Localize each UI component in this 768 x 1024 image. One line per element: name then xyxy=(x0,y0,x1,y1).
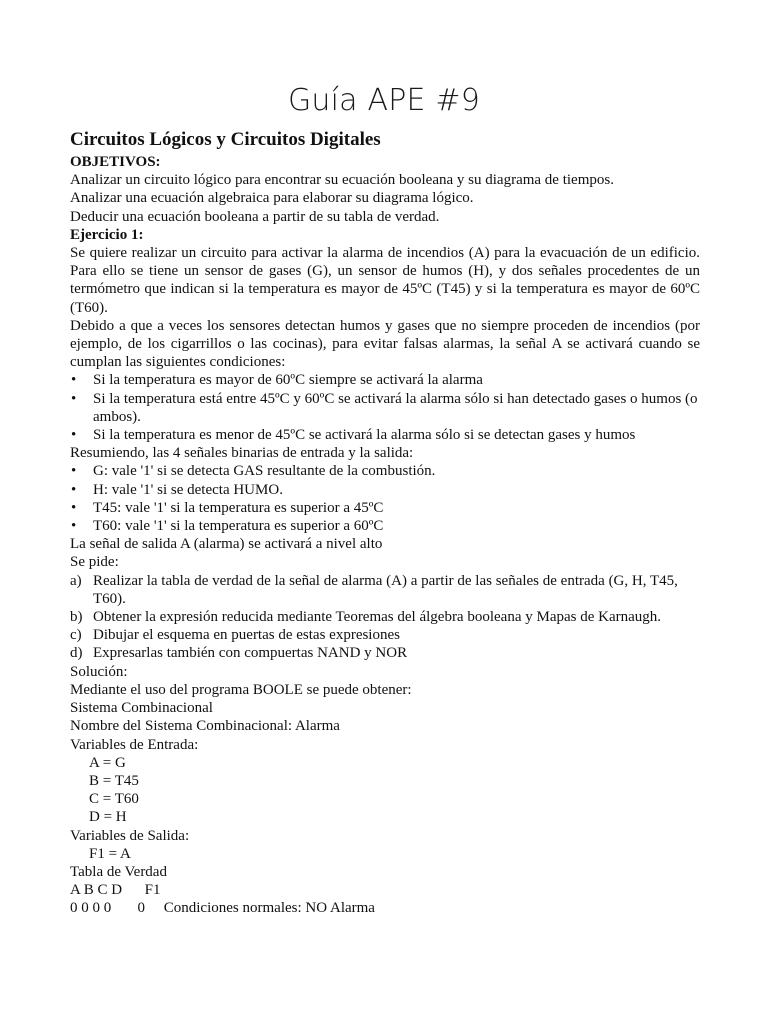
exercise-paragraph-1: Se quiere realizar un circuito para activar la alarma de incendios (A) para la evacuación de un edificio. Para ello se tiene un sensor de gases (G), un sensor de humos (H), y dos señales procedentes de un termómetro que indican si la temperatura es mayor de 45ºC (T45) y si la temperatura es mayor de 60ºC (T60). xyxy=(70,245,700,316)
bullet-icon: • xyxy=(71,499,77,516)
output-signal-text: La señal de salida A (alarma) se activará a nivel alto xyxy=(70,536,383,553)
bullet-icon: • xyxy=(71,372,77,389)
objective-item: Analizar un circuito lógico para encontrar su ecuación booleana y su diagrama de tiempos. xyxy=(70,172,614,189)
input-var: B = T45 xyxy=(89,772,139,789)
system-type: Sistema Combinacional xyxy=(70,700,213,717)
solution-label: Solución: xyxy=(70,663,128,680)
output-vars-label: Variables de Salida: xyxy=(70,827,190,844)
list-item: • H: vale '1' si se detecta HUMO. xyxy=(71,481,283,498)
exercise-paragraph-2: Debido a que a veces los sensores detectan humos y gases que no siempre proceden de incendios (por ejemplo, de los cigarrillos o las cocinas), para evitar falsas alarmas, la señal A se activará cuando se cumplan las siguientes condiciones: xyxy=(70,317,700,371)
system-name: Nombre del Sistema Combinacional: Alarma xyxy=(70,718,340,735)
signals-list xyxy=(70,462,700,535)
objective-item: Analizar una ecuación algebraica para elaborar su diagrama lógico. xyxy=(70,190,474,207)
requirements-label: Se pide: xyxy=(70,554,119,571)
input-vars-label: Variables de Entrada: xyxy=(70,736,199,753)
document-title: Guía APE #9 xyxy=(287,83,481,118)
bullet-icon: • xyxy=(71,481,77,498)
list-item: • Si la temperatura está entre 45ºC y 60ºC se activará la alarma sólo si han detectado gases o humos (o ambos). xyxy=(71,390,698,425)
conditions-list xyxy=(70,371,700,444)
bullet-icon: • xyxy=(71,463,77,480)
input-var: A = G xyxy=(89,754,126,771)
list-item: a) Realizar la tabla de verdad de la señal de alarma (A) a partir de las señales de entrada (G, H, T45, T60). xyxy=(70,572,678,607)
list-item: • Si la temperatura es menor de 45ºC se activará la alarma sólo si se detectan gases y humos xyxy=(71,427,636,444)
bullet-icon: • xyxy=(71,518,77,535)
truth-table-row: 0 0 0 0 0 Condiciones normales: NO Alarma xyxy=(70,900,375,917)
list-item: • G: vale '1' si se detecta GAS resultante de la combustión. xyxy=(71,463,436,480)
section-heading: Circuitos Lógicos y Circuitos Digitales xyxy=(70,129,381,150)
exercise-label: Ejercicio 1: xyxy=(70,226,144,243)
input-var: D = H xyxy=(89,809,127,826)
objective-item: Deducir una ecuación booleana a partir de su tabla de verdad. xyxy=(70,208,440,225)
bullet-icon: • xyxy=(71,390,77,407)
list-item: c) Dibujar el esquema en puertas de estas expresiones xyxy=(70,627,400,644)
document-body xyxy=(70,128,700,918)
list-item: • T45: vale '1' si la temperatura es superior a 45ºC xyxy=(71,499,384,516)
solution-intro: Mediante el uso del programa BOOLE se puede obtener: xyxy=(70,681,412,698)
truth-table-header: A B C D F1 xyxy=(70,882,161,899)
truth-table-label: Tabla de Verdad xyxy=(70,863,167,880)
tasks-list xyxy=(70,572,700,663)
list-item: • T60: vale '1' si la temperatura es superior a 60ºC xyxy=(71,518,384,535)
input-var: C = T60 xyxy=(89,791,139,808)
list-item: d) Expresarlas también con compuertas NAND y NOR xyxy=(70,645,408,662)
objectives-label: OBJETIVOS: xyxy=(70,154,161,170)
summary-text: Resumiendo, las 4 señales binarias de entrada y la salida: xyxy=(70,445,414,462)
bullet-icon: • xyxy=(71,427,77,444)
list-item: b) Obtener la expresión reducida mediante Teoremas del álgebra booleana y Mapas de Karnaugh. xyxy=(70,609,662,626)
output-var: F1 = A xyxy=(89,845,131,862)
list-item: • Si la temperatura es mayor de 60ºC siempre se activará la alarma xyxy=(71,372,483,389)
